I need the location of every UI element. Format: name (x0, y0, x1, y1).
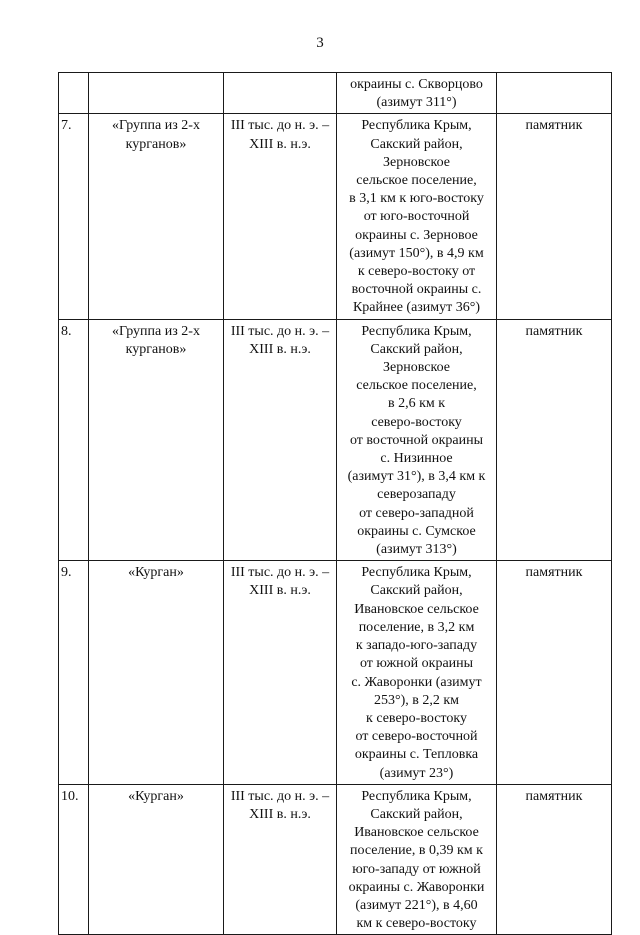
location-cell (337, 319, 497, 561)
monument-name-cell (89, 73, 224, 114)
row-number-cell (59, 319, 89, 561)
monument-name-line: курганов» (125, 136, 187, 152)
location-line: Крайнее (азимут 36°) (352, 300, 481, 316)
dating-line: III тыс. до н. э. – (230, 118, 330, 134)
row-number-cell (59, 73, 89, 114)
location-cell (337, 73, 497, 114)
location-line: к северо-востоку (366, 710, 467, 726)
location-line: с. Низинное (380, 451, 453, 467)
table-row (59, 784, 612, 935)
location-line: от юго-восточной (363, 209, 470, 225)
category-label: памятник (525, 323, 583, 339)
location-line: Сакский район, (370, 341, 463, 357)
location-line: окраины с. Жаворонки (348, 879, 485, 895)
dating-line: XIII в. н.э. (249, 806, 311, 822)
location-line: (азимут 221°), в 4,60 (355, 897, 478, 913)
location-line: окраины с. Сумское (357, 523, 476, 539)
location-line: (азимут 23°) (379, 765, 454, 781)
row-number: 10. (61, 788, 79, 804)
location-line: 253°), в 2,2 км (373, 692, 460, 708)
category-cell (497, 73, 612, 114)
location-line: поселение, в 3,2 км (358, 619, 475, 635)
dating-cell (224, 114, 337, 319)
location-cell (337, 561, 497, 784)
location-line: Сакский район, (370, 136, 463, 152)
location-line: Сакский район, (370, 806, 463, 822)
location-line: Республика Крым, (361, 788, 472, 804)
monument-name-line: курганов» (125, 341, 187, 357)
location-line: (азимут 313°) (376, 542, 457, 558)
location-line: Республика Крым, (361, 118, 472, 134)
location-line: Ивановское сельское (354, 601, 479, 617)
row-number: 9. (61, 565, 72, 581)
category-cell (497, 114, 612, 319)
location-line: от северо-западной (359, 505, 474, 521)
dating-cell (224, 73, 337, 114)
location-cell (337, 114, 497, 319)
location-line: сельское поселение, (356, 378, 477, 394)
table-row (59, 114, 612, 319)
location-line: Республика Крым, (361, 323, 472, 339)
location-line: юго-западу от южной (352, 861, 481, 877)
dating-line: XIII в. н.э. (249, 136, 311, 152)
location-line: Ивановское сельское (354, 825, 479, 841)
location-line: в 3,1 км к юго-востоку (349, 191, 484, 207)
location-line: в 2,6 км к (387, 396, 446, 412)
monument-name-cell (89, 114, 224, 319)
location-line: Зерновское (383, 360, 450, 376)
location-cell (337, 784, 497, 935)
location-line: Зерновское (383, 154, 450, 170)
location-line: (азимут 150°), в 4,9 км (349, 245, 484, 261)
monument-name-line: «Курган» (128, 788, 184, 804)
table-row (59, 73, 612, 114)
dating-line: III тыс. до н. э. – (230, 323, 330, 339)
location-line: (азимут 31°), в 3,4 км к (347, 469, 486, 485)
location-line: с. Жаворонки (азимут (351, 674, 482, 690)
location-line: Республика Крым, (361, 565, 472, 581)
category-label: памятник (525, 565, 583, 581)
row-number: 7. (61, 118, 72, 134)
location-line: поселение, в 0,39 км к (350, 843, 483, 859)
dating-cell (224, 319, 337, 561)
location-line: (азимут 311°) (376, 95, 457, 111)
monument-name-cell (89, 319, 224, 561)
row-number-cell (59, 114, 89, 319)
location-line: сельское поселение, (356, 173, 477, 189)
location-line: от северо-восточной (355, 729, 478, 745)
category-label: памятник (525, 788, 583, 804)
location-line: окраины с. Зерновое (355, 227, 478, 243)
dating-line: III тыс. до н. э. – (230, 788, 330, 804)
category-cell (497, 784, 612, 935)
dating-cell (224, 784, 337, 935)
location-line: от южной окраины (359, 656, 474, 672)
monument-name-cell (89, 561, 224, 784)
monument-name-line: «Группа из 2-х (112, 118, 200, 134)
dating-line: XIII в. н.э. (249, 341, 311, 357)
monument-name-line: «Группа из 2-х (112, 323, 200, 339)
location-line: от восточной окраины (349, 432, 483, 448)
monuments-table-body (59, 73, 612, 935)
location-line: км к северо-востоку (356, 916, 477, 932)
location-line: Сакский район, (370, 583, 463, 599)
monuments-table (58, 72, 612, 935)
row-number-cell (59, 784, 89, 935)
category-label: памятник (525, 118, 583, 134)
location-line: к западо-юго-западу (355, 638, 478, 654)
location-line: к северо-востоку от (357, 264, 476, 280)
location-line: восточной окраины с. (351, 282, 482, 298)
dating-line: XIII в. н.э. (249, 583, 311, 599)
row-number-cell (59, 561, 89, 784)
dating-line: III тыс. до н. э. – (230, 565, 330, 581)
table-row (59, 561, 612, 784)
location-line: окраины с. Тепловка (354, 747, 479, 763)
location-line: северо-востоку (371, 414, 462, 430)
category-cell (497, 561, 612, 784)
location-line: окраины с. Скворцово (350, 77, 483, 92)
table-row (59, 319, 612, 561)
category-cell (497, 319, 612, 561)
monument-name-line: «Курган» (128, 565, 184, 581)
location-line: северозападу (377, 487, 456, 503)
monument-name-cell (89, 784, 224, 935)
page-number: 3 (316, 35, 324, 51)
dating-cell (224, 561, 337, 784)
row-number: 8. (61, 323, 72, 339)
